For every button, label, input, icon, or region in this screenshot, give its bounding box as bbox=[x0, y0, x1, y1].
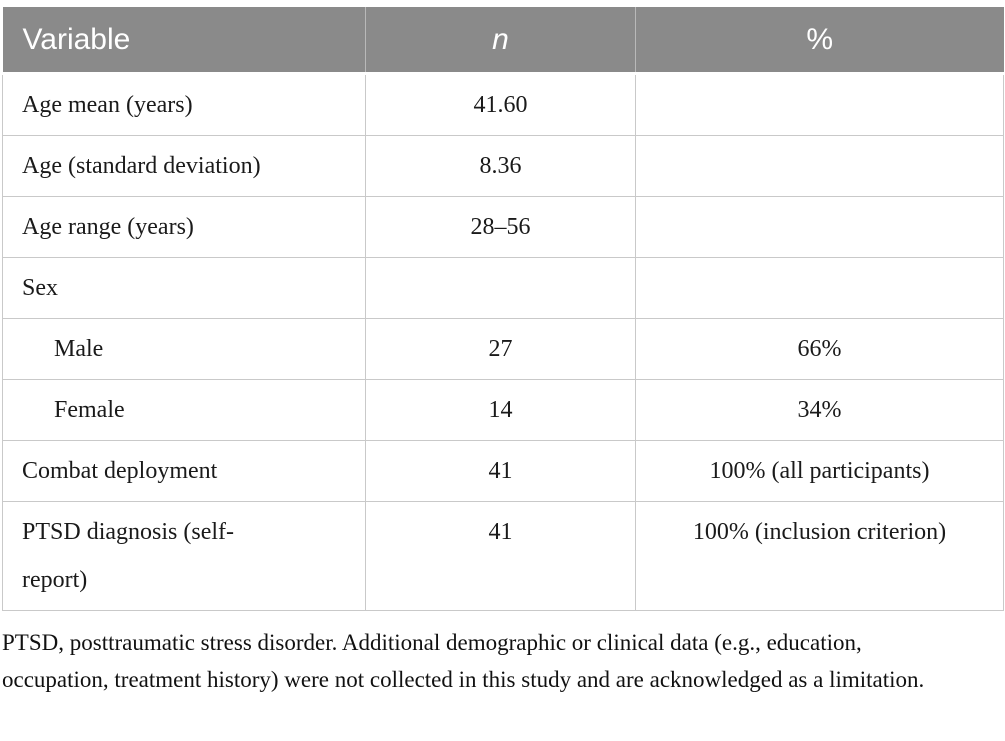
row-label bbox=[3, 502, 366, 611]
row-n-value: 8.36 bbox=[366, 136, 636, 197]
row-n-value bbox=[366, 258, 636, 319]
row-label-line1: PTSD diagnosis (self- bbox=[22, 519, 234, 545]
row-label: Age mean (years) bbox=[3, 74, 366, 136]
table-row-sex bbox=[3, 258, 1004, 319]
column-header-n: n bbox=[366, 7, 636, 74]
row-pct-value: 100% (all participants) bbox=[636, 441, 1004, 502]
row-n-value: 14 bbox=[366, 380, 636, 441]
row-label: Age range (years) bbox=[3, 197, 366, 258]
column-header-variable: Variable bbox=[3, 7, 366, 74]
table-row-age-mean bbox=[3, 74, 1004, 136]
table-row-female bbox=[3, 380, 1004, 441]
table-row-male bbox=[3, 319, 1004, 380]
row-pct-value: 100% (inclusion criterion) bbox=[636, 502, 1004, 611]
row-n-value: 41 bbox=[366, 441, 636, 502]
row-label: Sex bbox=[3, 258, 366, 319]
demographics-table bbox=[2, 7, 1004, 611]
table-row-age-sd bbox=[3, 136, 1004, 197]
row-n-value: 41 bbox=[366, 502, 636, 611]
row-pct-value bbox=[636, 197, 1004, 258]
table-footnote: PTSD, posttraumatic stress disorder. Additional demographic or clinical data (e.g., education, occupation, treatment history) were not collected in this study and are acknowledged as a limitation. bbox=[2, 630, 925, 693]
row-pct-value bbox=[636, 258, 1004, 319]
row-n-value: 28–56 bbox=[366, 197, 636, 258]
row-pct-value: 66% bbox=[636, 319, 1004, 380]
header-row bbox=[3, 7, 1004, 74]
row-label: Age (standard deviation) bbox=[3, 136, 366, 197]
row-pct-value bbox=[636, 136, 1004, 197]
row-pct-value bbox=[636, 74, 1004, 136]
row-n-value: 27 bbox=[366, 319, 636, 380]
row-pct-value: 34% bbox=[636, 380, 1004, 441]
row-n-value: 41.60 bbox=[366, 74, 636, 136]
table-row-combat-deployment bbox=[3, 441, 1004, 502]
row-label: Female bbox=[3, 380, 366, 441]
row-label: Male bbox=[3, 319, 366, 380]
row-label: Combat deployment bbox=[3, 441, 366, 502]
column-header-percent: % bbox=[636, 7, 1004, 74]
row-label-line2: report) bbox=[22, 567, 88, 593]
table-row-ptsd-diagnosis bbox=[3, 502, 1004, 611]
table-row-age-range bbox=[3, 197, 1004, 258]
